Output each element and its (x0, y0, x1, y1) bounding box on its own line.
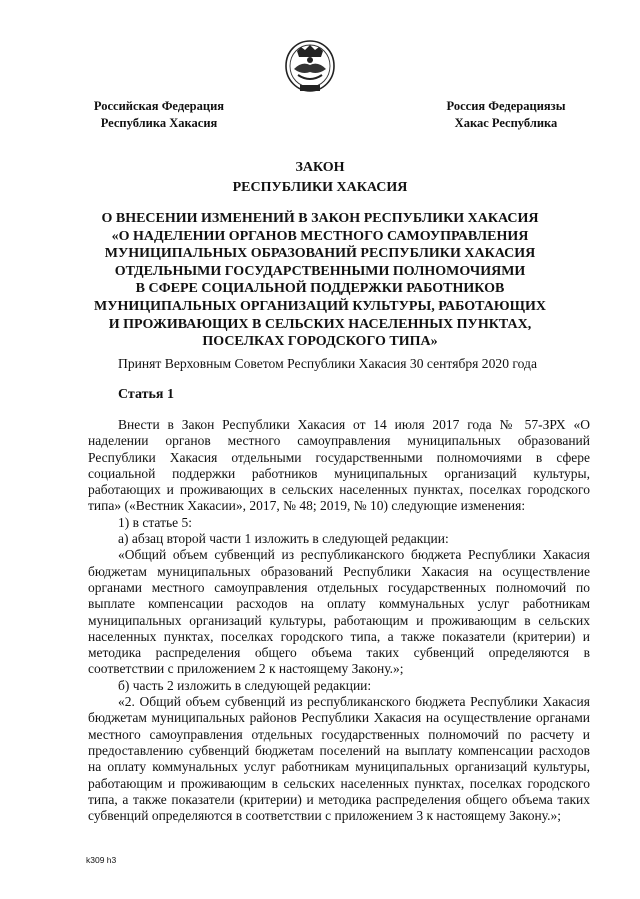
coat-of-arms-emblem (283, 39, 337, 95)
article-heading: Статья 1 (118, 387, 174, 402)
country-name-ru: Российская Федерация (93, 99, 225, 113)
subject-line: МУНИЦИПАЛЬНЫХ ОБРАЗОВАНИЙ РЕСПУБЛИКИ ХАКАСИЯ (104, 246, 536, 262)
country-name-khakas: Россия Федерациязы (446, 99, 566, 113)
header-left (80, 98, 238, 132)
paragraph: а) абзац второй части 1 изложить в следующей редакции: (118, 531, 449, 547)
subject-line: ПОСЕЛКАХ ГОРОДСКОГО ТИПА» (202, 334, 438, 350)
subject-line: МУНИЦИПАЛЬНЫХ ОРГАНИЗАЦИЙ КУЛЬТУРЫ, РАБОТАЮЩИХ (93, 298, 547, 314)
paragraph: б) часть 2 изложить в следующей редакции: (118, 677, 372, 693)
republic-name-ru: Республика Хакасия (100, 116, 218, 130)
law-subject (58, 210, 582, 351)
republic-name-khakas: Хакас Республика (454, 116, 558, 130)
subject-line: ОТДЕЛЬНЫМИ ГОСУДАРСТВЕННЫМИ ПОЛНОМОЧИЯМИ (114, 263, 526, 279)
paragraph: 1) в статье 5: (118, 514, 192, 530)
subject-line: О ВНЕСЕНИИ ИЗМЕНЕНИЙ В ЗАКОН РЕСПУБЛИКИ ХАКАСИЯ (101, 211, 539, 226)
paragraph: «Общий объем субвенций из республиканского бюджета Республики Хакасия бюджетам муниципальных образований Республики Хакасия на осуществление органами местного самоуправления отдельных государственных полномочий по выплате компенсации расходов на оплату коммунальных услуг работникам муниципальных организаций культуры, работающим и проживающим в сельских населенных пунктах, поселках городского типа, а также показатели (критерии) и методика распределения общего объема таких субвенций определяются в соответствии с приложением 2 к настоящему Закону.»; (88, 547, 590, 677)
paragraph: «2. Общий объем субвенций из республиканского бюджета Республики Хакасия бюджетам муниципальных районов Республики Хакасия на осуществление органами местного самоуправления отдельных государственных полномочий по расчету и предоставлению субвенций бюджетам поселений на выплату компенсации расходов на оплату коммунальных услуг работникам муниципальных организаций культуры, работающим и проживающим в сельских населенных пунктах, поселках городского типа, а также показатели (критерии) и методика распределения общего объема таких субвенций определяются в соответствии с приложением 3 к настоящему Закону.»; (88, 694, 590, 824)
paragraph: Внести в Закон Республики Хакасия от 14 июля 2017 года № 57-ЗРХ «О наделении органов местного самоуправления муниципальных образований Республики Хакасия отдельными государственными полномочиями в сфере социальной поддержки работников муниципальных организаций культуры, работающих и проживающих в сельских населенных пунктах, поселках городского типа» («Вестник Хакасии», 2017, № 48; 2019, № 10) следующие изменения: (88, 417, 590, 514)
document-title (60, 158, 580, 198)
article-body (88, 417, 590, 824)
subject-line: И ПРОЖИВАЮЩИХ В СЕЛЬСКИХ НАСЕЛЕННЫХ ПУНКТАХ, (108, 316, 532, 332)
subject-line: В СФЕРЕ СОЦИАЛЬНОЙ ПОДДЕРЖКИ РАБОТНИКОВ (135, 281, 505, 297)
document-code: k309 h3 (86, 855, 117, 865)
title-line-2: РЕСПУБЛИКИ ХАКАСИЯ (232, 180, 408, 195)
header-right (432, 98, 580, 132)
subject-line: «О НАДЕЛЕНИИ ОРГАНОВ МЕСТНОГО САМОУПРАВЛЕНИЯ (111, 228, 529, 244)
adoption-statement: Принят Верховным Советом Республики Хакасия 30 сентября 2020 года (118, 356, 537, 371)
title-line-1: ЗАКОН (295, 160, 345, 175)
